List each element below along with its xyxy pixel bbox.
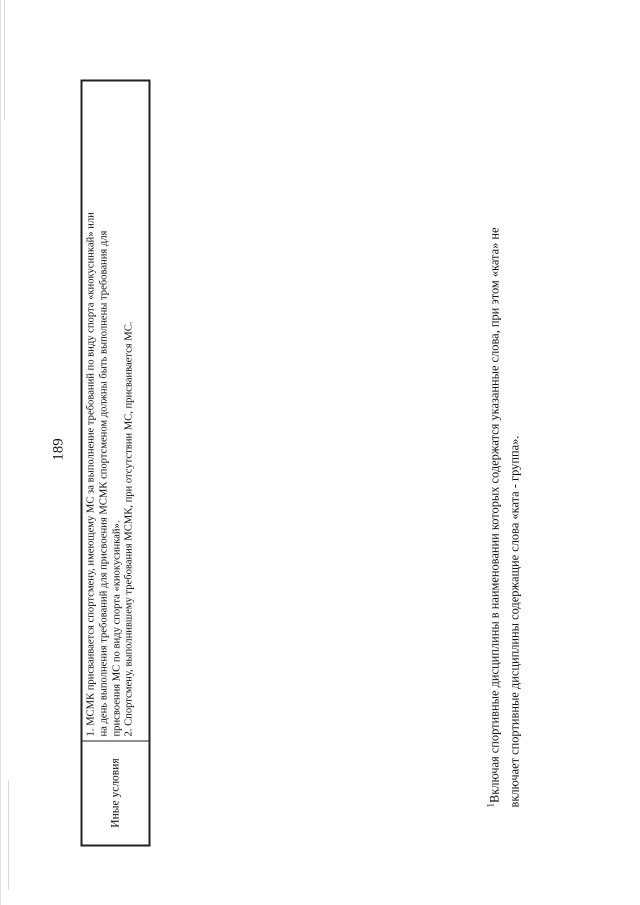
footnote	[485, 38, 525, 808]
rotated-page	[1, 0, 640, 905]
footnote-marker: 1	[485, 803, 496, 808]
footnote-text-1: Включая спортивные дисциплины в наименовании которых содержатся указанные слова, при этом «ката» не	[487, 227, 502, 803]
table-content-cell	[83, 82, 149, 741]
page-number: 189	[50, 438, 67, 461]
footnote-line-1	[485, 38, 505, 808]
condition-line: 1. МСМК присваивается спортсмену, имеющему МС за выполнение требований по виду спорта «киокусинкай» или	[85, 212, 97, 737]
table-label-cell	[83, 741, 149, 845]
conditions-table	[81, 80, 151, 847]
condition-line: присвоения МС по виду спорта «киокусинкай».	[111, 520, 123, 737]
footnote-line-2: включает спортивные дисциплины содержащие слова «ката - группа».	[507, 435, 522, 808]
table-label: Иные условия	[109, 758, 122, 828]
condition-line: на день выполнения требований для присвоения МСМК спортсменом должны быть выполнены требования для	[98, 230, 110, 737]
condition-line: 2. Спортсмену, выполнившему требования МСМК, при отсутствии МС, присваивается МС.	[123, 321, 135, 737]
